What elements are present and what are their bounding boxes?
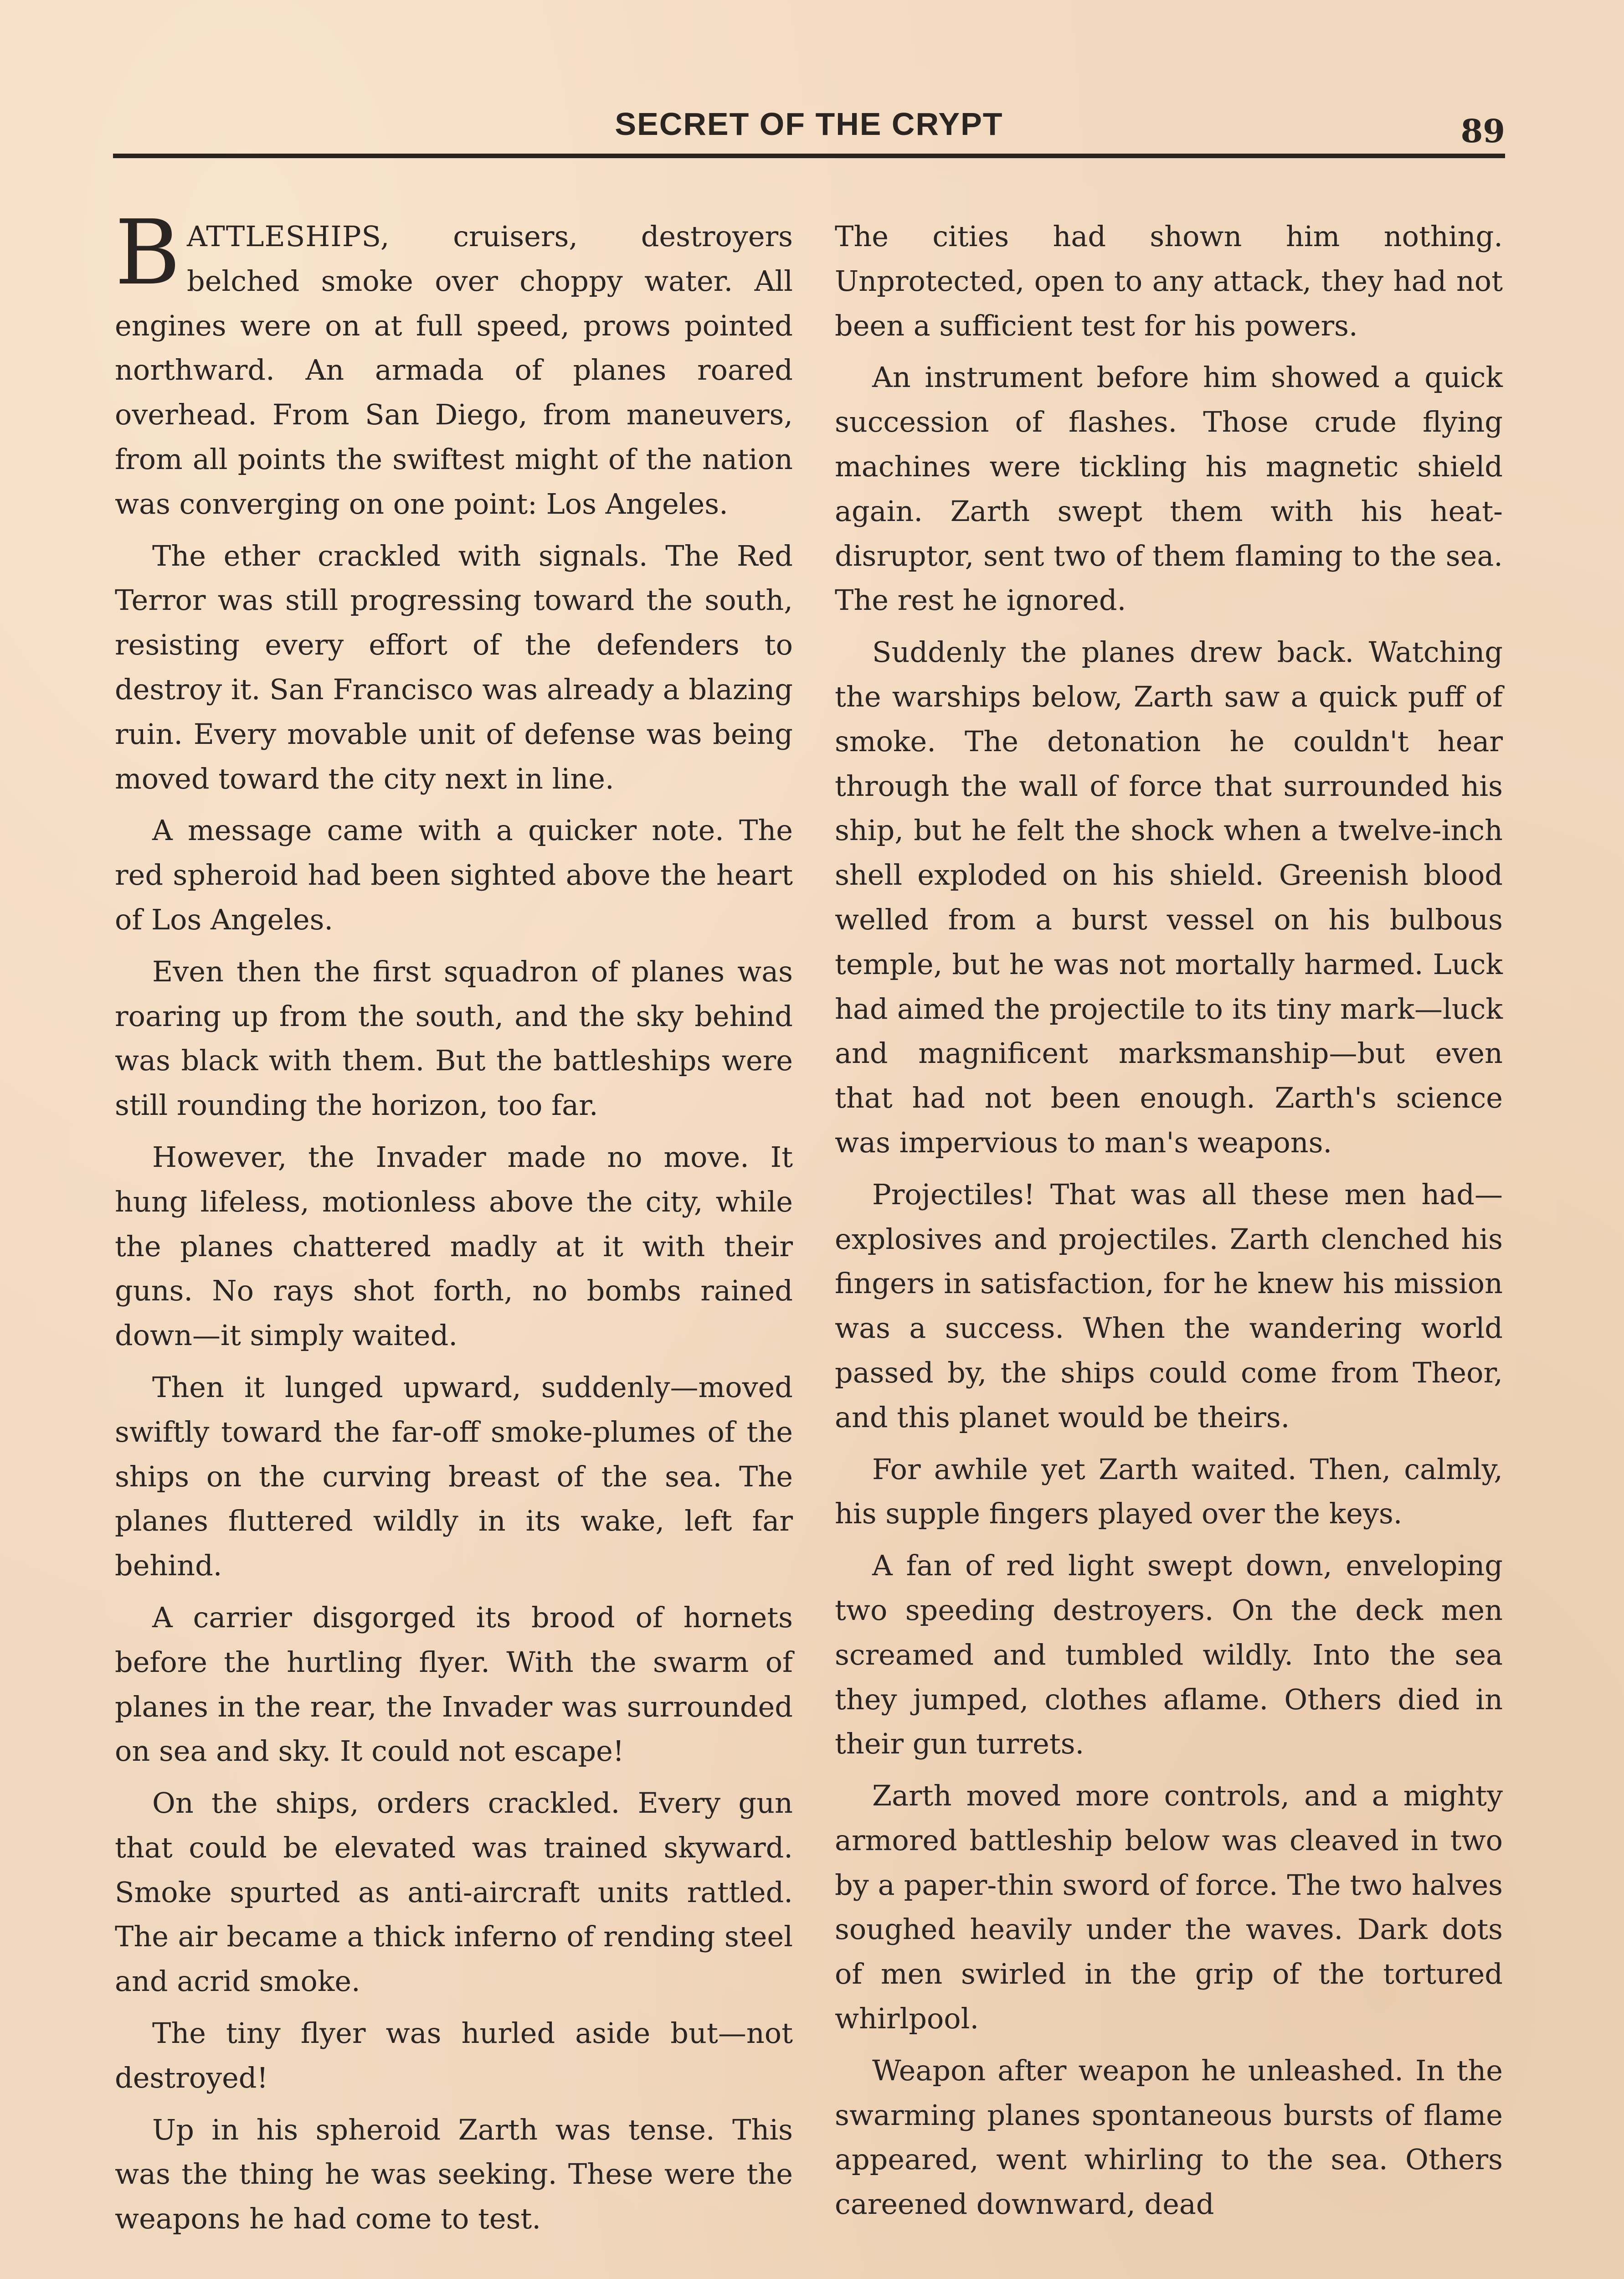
paragraph: For awhile yet Zarth waited. Then, calmly, his supple fingers played over the keys. — [835, 1452, 1503, 1531]
opening-lead: ATTLESHIPS, — [187, 220, 390, 253]
paragraph: Even then the first squadron of planes was roaring up from the south, and the sky behind was black with them. But the battleships were still rounding the horizon, too far. — [115, 954, 793, 1122]
paragraph: Suddenly the planes drew back. Watching the warships below, Zarth saw a quick puff of smoke. The detonation he couldn't hear through the wall of force that surrounded his ship, but he felt the shock when a twelve-inch shell exploded on his shield. Greenish blood welled from a burst vessel on his bulbous temple, but he was not mortally harmed. Luck had aimed the projectile to its tiny mark—luck and magnificent marksmanship—but even that had not been enough. Zarth's science was impervious to man's weapons. — [835, 635, 1503, 1159]
running-title: SECRET OF THE CRYPT — [615, 106, 1003, 142]
paragraph: Projectiles! That was all these men had—explosives and projectiles. Zarth clenched his fingers in satisfaction, for he knew his mission was a success. When the wandering world passed by, the ships could come from Theor, and this planet would be theirs. — [835, 1177, 1503, 1434]
paragraph: The ether crackled with signals. The Red Terror was still progressing toward the south, resisting every effort of the defenders to destroy it. San Francisco was already a blazing ruin. Every movable unit of defense was being moved toward the city next in line. — [115, 539, 793, 795]
header-rule — [113, 154, 1505, 158]
paragraph: A message came with a quicker note. The red spheroid had been sighted above the heart of Los Angeles. — [115, 814, 793, 936]
paragraph: Zarth moved more controls, and a mighty armored battleship below was cleaved in two by a paper-thin sword of force. The two halves soughed heavily under the waves. Dark dots of men swirled in the grip of the tortured whirlpool. — [835, 1779, 1503, 2036]
paragraph: A carrier disgorged its brood of hornets before the hurtling flyer. With the swarm of planes in the rear, the Invader was surrounded on sea and sky. It could not escape! — [115, 1600, 793, 1768]
left-column — [115, 201, 793, 2248]
drop-cap: B — [115, 201, 181, 305]
paragraph: Up in his spheroid Zarth was tense. This was the thing he was seeking. These were the weapons he had come to test. — [115, 2113, 793, 2236]
continued-paragraph: The cities had shown him nothing. Unprotected, open to any attack, they had not been a sufficient test for his powers. — [835, 220, 1503, 342]
paragraph: On the ships, orders crackled. Every gun that could be elevated was trained skyward. Smoke spurted as anti-aircraft units rattled. The air became a thick inferno of rending steel and acrid smoke. — [115, 1786, 793, 1998]
paragraph: A fan of red light swept down, enveloping two speeding destroyers. On the deck men screamed and tumbled wildly. Into the sea they jumped, clothes aflame. Others died in their gun turrets. — [835, 1549, 1503, 1761]
paragraph: An instrument before him showed a quick succession of flashes. Those crude flying machines were tickling his magnetic shield again. Zarth swept them with his heat-disruptor, sent two of them flaming to the sea. The rest he ignored. — [835, 361, 1503, 617]
opening-text: cruisers, destroyers belched smoke over choppy water. All engines were on at full speed, prows pointed northward. An armada of planes roared overhead. From San Diego, from maneuvers, from all points the swiftest might of the nation was converging on one point: Los Angeles. — [115, 220, 793, 521]
page-number: 89 — [1460, 112, 1505, 150]
paragraph: Then it lunged upward, suddenly—moved swiftly toward the far-off smoke-plumes of the ships on the curving breast of the sea. The planes fluttered wildly in its wake, left far behind. — [115, 1370, 793, 1583]
opening-paragraph — [115, 201, 793, 526]
paragraph: The tiny flyer was hurled aside but—not destroyed! — [115, 2016, 793, 2094]
paragraph: However, the Invader made no move. It hung lifeless, motionless above the city, while the planes chattered madly at it with their guns. No rays shot forth, no bombs rained down—it simply waited. — [115, 1140, 793, 1352]
paragraph: Weapon after weapon he unleashed. In the swarming planes spontaneous bursts of flame appeared, went whirling to the sea. Others careened downward, dead — [835, 2053, 1503, 2221]
running-head — [113, 106, 1505, 156]
right-column — [835, 214, 1503, 2234]
